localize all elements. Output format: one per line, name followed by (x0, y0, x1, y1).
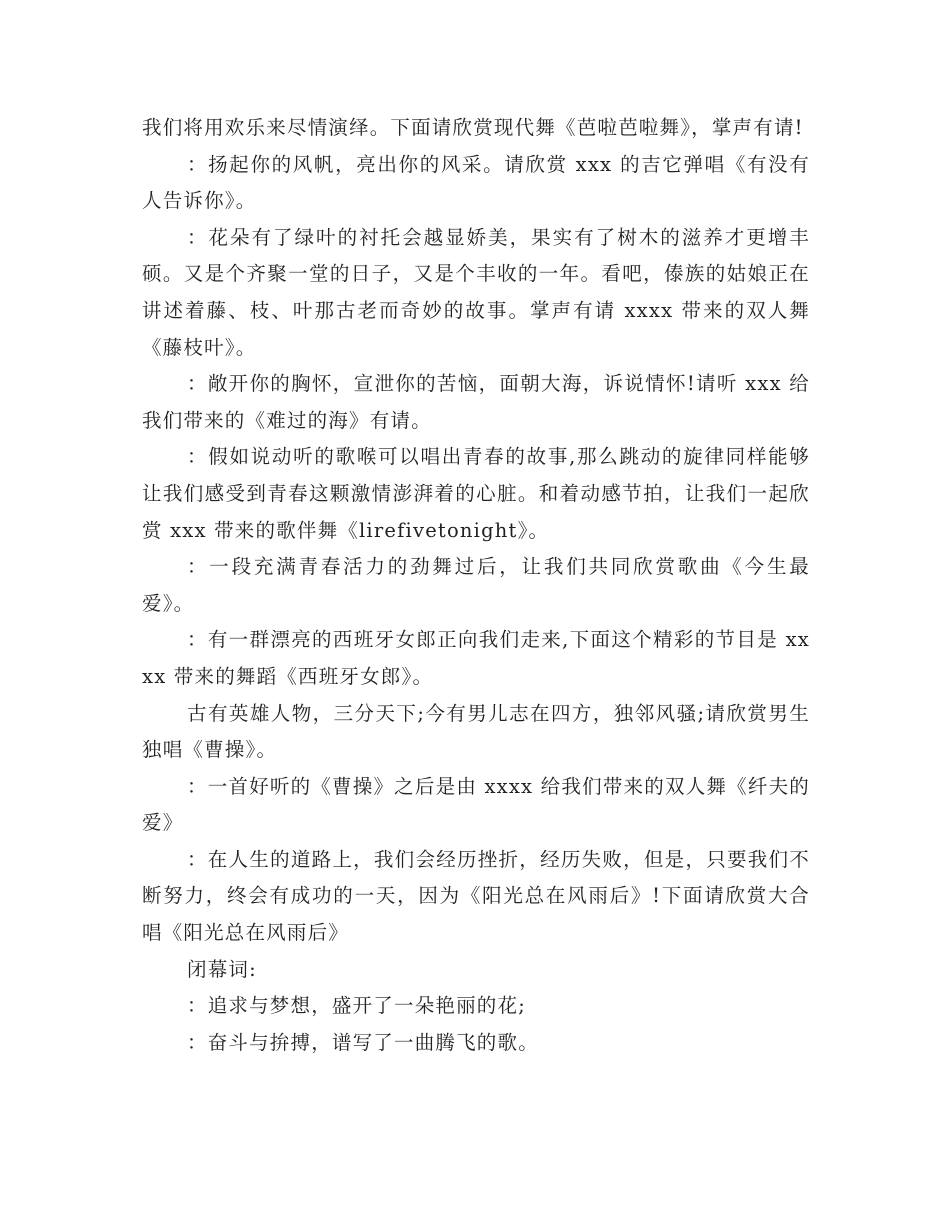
paragraph-closing-line-2: ：奋斗与拚搏，谱写了一曲腾飞的歌。 (187, 1030, 539, 1054)
paragraph-tracker-love: ：一首好听的《曹操》之后是由 xxxx 给我们带来的双人舞《纤夫的爱》 (142, 774, 810, 835)
paragraph-sad-sea: ：敞开你的胸怀，宣泄你的苦恼，面朝大海，诉说情怀!请听 xxx 给我们带来的《难过的海》有请。 (142, 372, 810, 432)
paragraph-chorus: ：在人生的道路上，我们会经历挫折，经历失败，但是，只要我们不断努力，终会有成功的一天，因为《阳光总在风雨后》!下面请欣赏大合唱《阳光总在风雨后》 (142, 847, 810, 945)
paragraph-song-dance: ：假如说动听的歌喉可以唱出青春的故事,那么跳动的旋律同样能够让我们感受到青春这颗激情澎湃着的心脏。和着动感节拍，让我们一起欣赏 xxx 带来的歌伴舞《lirefivetonight》。 (142, 445, 810, 542)
paragraph-closing-line-1: ：追求与梦想，盛开了一朵艳丽的花; (187, 994, 526, 1018)
paragraph-program-intro-dance: 我们将用欢乐来尽情演绎。下面请欣赏现代舞《芭啦芭啦舞》，掌声有请! (142, 116, 804, 139)
paragraph-cao-cao-solo: 古有英雄人物，三分天下;今有男儿志在四方，独邻风骚;请欣赏男生独唱《曹操》。 (142, 701, 810, 762)
paragraph-song-love: ：一段充满青春活力的劲舞过后，让我们共同欣赏歌曲《今生最爱》。 (142, 555, 810, 615)
paragraph-guitar-song: ：扬起你的风帆，亮出你的风采。请欣赏 xxx 的吉它弹唱《有没有人告诉你》。 (142, 152, 810, 213)
paragraph-closing-heading: 闭幕词: (187, 957, 257, 981)
document-body (142, 110, 810, 1061)
paragraph-spanish-girls: ：有一群漂亮的西班牙女郎正向我们走来,下面这个精彩的节目是 xxxx 带来的舞蹈《西班牙女郎》。 (142, 628, 810, 688)
paragraph-duet-dance-tengzhiye: ：花朵有了绿叶的衬托会越显娇美，果实有了树木的滋养才更增丰硕。又是个齐聚一堂的日子，又是个丰收的一年。看吧，傣族的姑娘正在讲述着藤、枝、叶那古老而奇妙的故事。掌声有请 xxxx 带来的双人舞《藤枝叶》。 (142, 225, 810, 359)
